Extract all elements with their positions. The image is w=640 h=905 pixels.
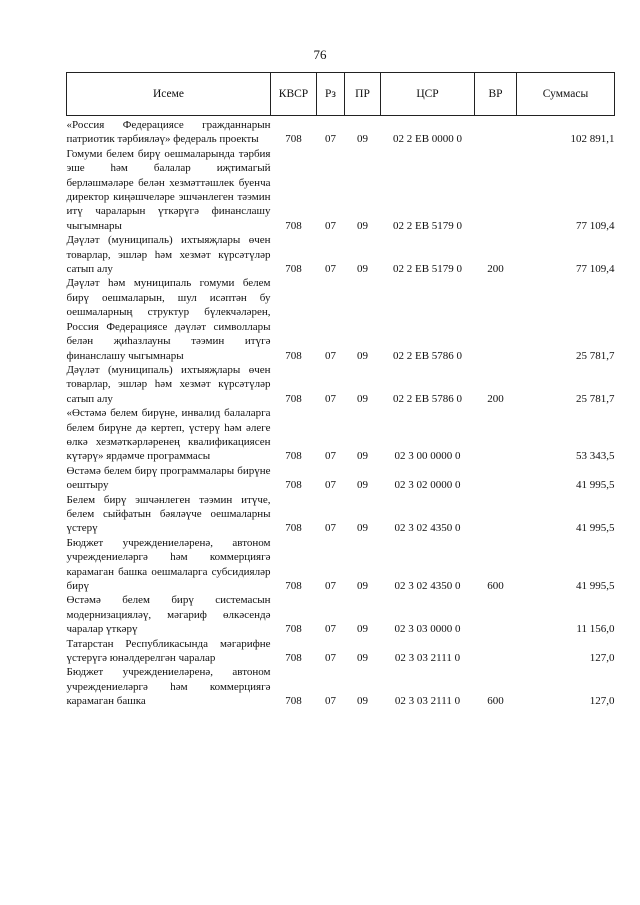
table-row: [67, 536, 615, 594]
row-sum: 41 995,5: [576, 522, 615, 535]
table-row: [67, 665, 615, 708]
table-row: [67, 147, 615, 233]
row-vr: [475, 276, 517, 362]
row-kvsr: 708: [285, 349, 302, 362]
row-pr: 09: [357, 450, 368, 463]
row-kvsr: 708: [285, 522, 302, 535]
row-pr: 09: [357, 263, 368, 276]
row-pr: 09: [357, 133, 368, 146]
row-csr: 02 2 EB 5786 0: [392, 392, 463, 405]
row-name: «Россия Федерациясе гражданнарын патриотик тәрбияләү» федераль проекты: [66, 119, 271, 146]
row-sum: 77 109,4: [576, 219, 615, 232]
row-csr: 02 2 EB 0000 0: [392, 133, 463, 146]
header-pr: ПР: [345, 73, 381, 116]
row-pr: 09: [357, 219, 368, 232]
row-sum: 41 995,5: [576, 479, 615, 492]
row-sum: 127,0: [589, 652, 615, 665]
row-name: Дәүләт һәм муниципаль гомуми белем бирү оешмаларын, шул исәптән бу оешмаларның структур бүлекчәләрен, Россия Федерациясе дәүләт символлары белән җиһазлауны тәэмин итүгә финанслашу чыгымнары: [66, 277, 271, 362]
row-kvsr: 708: [285, 263, 302, 276]
table-row: [67, 116, 615, 147]
row-name: Дәүләт (муниципаль) ихтыяҗлары өчен товарлар, эшләр һәм хезмәт күрсәтүләр сатып алу: [66, 234, 271, 276]
table-row: [67, 276, 615, 362]
table-row: [67, 593, 615, 636]
row-kvsr: 708: [285, 219, 302, 232]
row-csr: 02 2 EB 5179 0: [392, 219, 463, 232]
row-rz: 07: [325, 392, 336, 405]
row-rz: 07: [325, 450, 336, 463]
row-name: Дәүләт (муниципаль) ихтыяҗлары өчен товарлар, эшләр һәм хезмәт күрсәтүләр сатып алу: [66, 363, 271, 405]
table-row: [67, 637, 615, 666]
table-row: [67, 493, 615, 536]
row-csr: 02 3 00 0000 0: [394, 450, 461, 463]
row-sum: 53 343,5: [576, 450, 615, 463]
row-rz: 07: [325, 219, 336, 232]
header-name: Исеме: [67, 73, 271, 116]
row-rz: 07: [325, 133, 336, 146]
row-kvsr: 708: [285, 479, 302, 492]
row-sum: 25 781,7: [576, 349, 615, 362]
row-csr: 02 3 02 4350 0: [394, 522, 461, 535]
row-name: Өстәмә белем бирү системасын модернизацияләү, мәгариф өлкәсендә чаралар үткәрү: [66, 594, 271, 636]
budget-table: [66, 72, 615, 709]
row-rz: 07: [325, 349, 336, 362]
row-csr: 02 2 EB 5786 0: [392, 349, 463, 362]
row-kvsr: 708: [285, 652, 302, 665]
row-pr: 09: [357, 652, 368, 665]
row-vr: [475, 493, 517, 536]
row-sum: 41 995,5: [576, 580, 615, 592]
row-pr: 09: [357, 623, 368, 636]
row-vr: [475, 147, 517, 233]
row-pr: 09: [357, 695, 368, 708]
row-csr: 02 3 02 4350 0: [394, 580, 461, 592]
row-name: Өстәмә белем бирү программалары бирүне оештыру: [66, 464, 271, 492]
row-name: «Өстәмә белем бирүне, инвалид балаларга белем бирүне дә кертеп, үстерү һәм әлеге өлкә хезмәткәрләренең квалификациясен күтәрү» ярдәмче программасы: [66, 407, 271, 463]
page-number: 76: [313, 47, 327, 62]
row-name: Бюджет учреждениеләренә, автоном учреждениеләргә һәм коммерциягә карамаган башка оешмаларга субсидияләр бирү: [66, 536, 271, 592]
row-kvsr: 708: [285, 450, 302, 463]
row-rz: 07: [325, 263, 336, 276]
row-csr: 02 3 03 2111 0: [394, 695, 461, 708]
row-pr: 09: [357, 392, 368, 405]
row-pr: 09: [357, 479, 368, 492]
row-vr: 600: [487, 580, 504, 592]
row-rz: 07: [325, 580, 336, 592]
header-kvsr: КВСР: [271, 73, 317, 116]
table-header-row: [67, 73, 615, 116]
row-csr: 02 3 03 2111 0: [394, 652, 461, 665]
row-kvsr: 708: [285, 695, 302, 708]
row-sum: 25 781,7: [576, 392, 615, 405]
row-name: Белем бирү эшчәнлеген тәэмин итүче, белем сыйфатын бәяләүче оешмаларны үстерү: [66, 493, 271, 535]
row-rz: 07: [325, 652, 336, 665]
row-name: Гомуми белем бирү оешмаларында тәрбия эше һәм балалар иҗтимагый берләшмәләре белән хезмәттәшлек буенча директор киңәшчеләре эшчәнлеген тәэмин итү чараларын үткәрүгә финанслашу чыгымнары: [66, 147, 271, 232]
row-rz: 07: [325, 695, 336, 708]
row-pr: 09: [357, 349, 368, 362]
table-row: [67, 464, 615, 493]
row-pr: 09: [357, 580, 368, 592]
row-pr: 09: [357, 522, 368, 535]
row-name: Бюджет учреждениеләренә, автоном учреждениеләргә һәм коммерциягә карамаган башка: [66, 666, 271, 708]
header-sum: Суммасы: [517, 73, 615, 116]
row-vr: 600: [487, 695, 504, 708]
row-vr: [475, 464, 517, 493]
row-rz: 07: [325, 522, 336, 535]
table-row: [67, 406, 615, 464]
row-sum: 102 891,1: [570, 133, 615, 146]
row-rz: 07: [325, 479, 336, 492]
row-sum: 11 156,0: [576, 623, 615, 636]
row-sum: 127,0: [589, 695, 615, 708]
row-csr: 02 2 EB 5179 0: [392, 263, 463, 276]
row-vr: [475, 593, 517, 636]
row-vr: [475, 116, 517, 147]
row-rz: 07: [325, 623, 336, 636]
row-vr: [475, 637, 517, 666]
row-sum: 77 109,4: [576, 263, 615, 276]
row-vr: [475, 406, 517, 464]
table-row: [67, 233, 615, 276]
row-csr: 02 3 02 0000 0: [394, 479, 461, 492]
row-vr: 200: [487, 263, 504, 276]
row-kvsr: 708: [285, 580, 302, 592]
row-vr: 200: [487, 392, 504, 405]
row-name: Татарстан Республикасында мәгарифне үстерүгә юнәлдерелгән чаралар: [66, 637, 271, 665]
table-row: [67, 363, 615, 406]
row-kvsr: 708: [285, 623, 302, 636]
row-csr: 02 3 03 0000 0: [394, 623, 461, 636]
header-rz: Рз: [317, 73, 345, 116]
header-csr: ЦСР: [381, 73, 475, 116]
header-vr: ВР: [475, 73, 517, 116]
row-kvsr: 708: [285, 133, 302, 146]
row-kvsr: 708: [285, 392, 302, 405]
